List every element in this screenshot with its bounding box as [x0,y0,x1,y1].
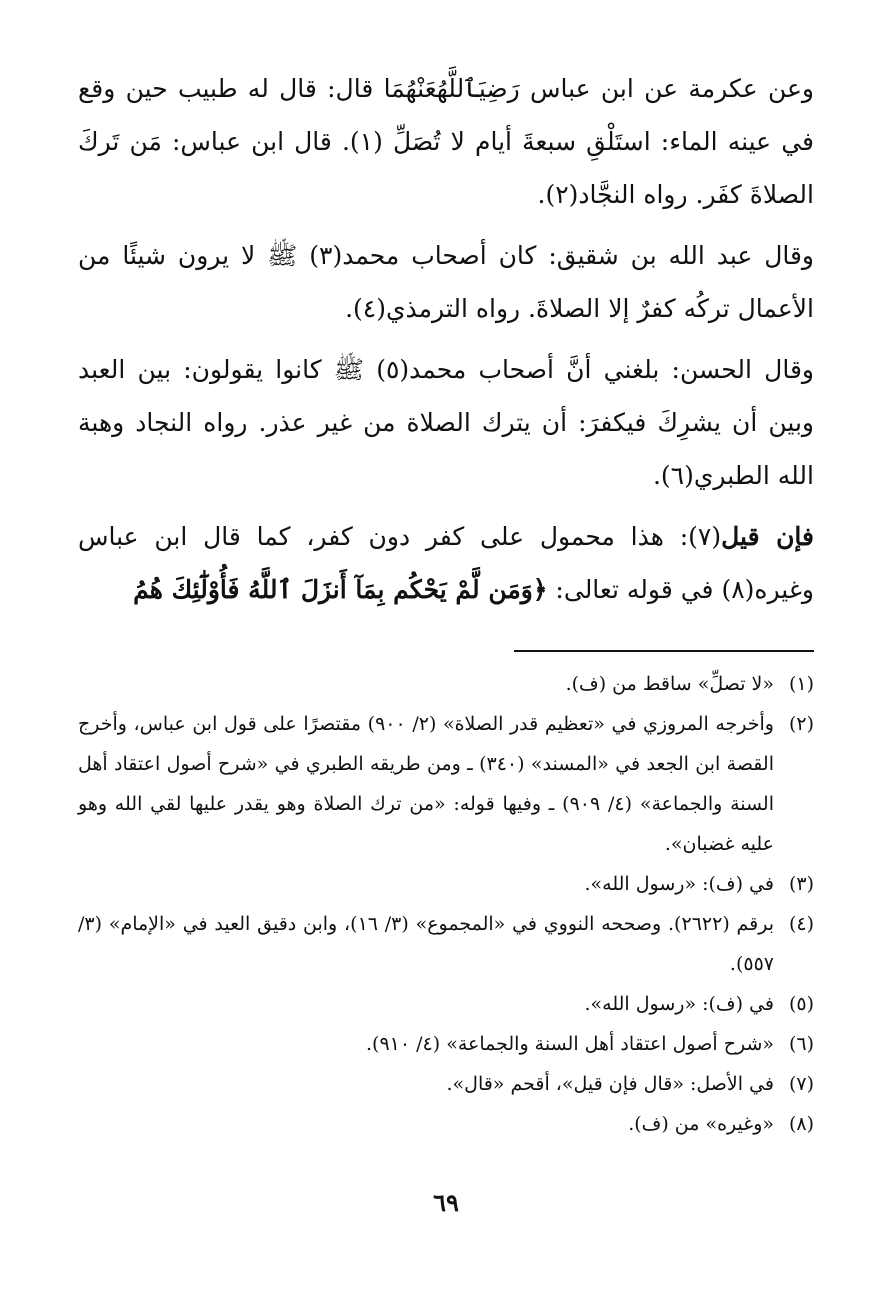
footnote-text: وأخرجه المروزي في «تعظيم قدر الصلاة» (٢/ ٩٠٠) مقتصرًا على قول ابن عباس، وأخرج القصة ابن الجعد في «المسند» (٣٤٠) ـ ومن طريقه الطبري في «شرح أصول اعتقاد أهل السنة والجماعة» (٤/ ٩٠٩) ـ وفيها قوله: «من ترك الصلاة وهو يقدر عليها لقي الله وهو عليه غضبان». [78,713,775,855]
footnote-text: في (ف): «رسول الله». [584,993,774,1015]
paragraph-text: وعن عكرمة عن ابن عباس رَضِيَٱللَّهُعَنْهُمَا قال: قال له طبيب حين وقع في عينه الماء: استَلْقِ سبعةَ أيام لا تُصَلِّ (١). قال ابن عباس: مَن تَركَ الصلاةَ كفَر. رواه النجَّاد(٢). [78,74,814,209]
footnote-text: «شرح أصول اعتقاد أهل السنة والجماعة» (٤/ ٩١٠). [366,1033,774,1055]
paragraph-text: (٧): هذا محمول على كفر دون كفر، كما قال ابن عباس وغيره(٨) في قوله تعالى: [78,522,814,604]
footnote-5 [78,984,814,1024]
footnote-number: (٦) [788,1033,814,1055]
paragraph-text: وقال الحسن: بلغني أنَّ أصحاب محمد(٥) ﷺ كانوا يقولون: بين العبد وبين أن يشرِكَ فيكفرَ: أن يترك الصلاة من غير عذر. رواه النجاد وهبة الله الطبري(٦). [78,355,814,490]
footnote-number: (٤) [788,913,814,935]
footnote-3 [78,864,814,904]
paragraph-al-hasan [78,343,814,502]
footnote-number: (٢) [788,713,814,735]
footnote-7 [78,1064,814,1104]
footnote-text: «لا تصلِّ» ساقط من (ف). [565,673,774,695]
footnote-6 [78,1024,814,1064]
footnote-text: برقم (٢٦٢٢). وصححه النووي في «المجموع» (٣/ ١٦)، وابن دقيق العيد في «الإمام» (٣/ ٥٥٧). [78,913,775,975]
footnote-2 [78,704,814,864]
footnote-text: في (ف): «رسول الله». [584,873,774,895]
footnote-number: (٧) [788,1073,814,1095]
footnote-number: (١) [788,673,814,695]
paragraph-text: وقال عبد الله بن شقيق: كان أصحاب محمد(٣) ﷺ لا يرون شيئًا من الأعمال تركُه كفرٌ إلا الصلاةَ. رواه الترمذي(٤). [78,241,814,323]
footnote-number: (٥) [788,993,814,1015]
paragraph-ikrimah [78,62,814,221]
footnote-number: (٣) [788,873,814,895]
footnote-text: «وغيره» من (ف). [628,1113,774,1135]
main-text [78,62,814,616]
paragraph-lead: فإن قيل [721,522,815,551]
page-number: ٦٩ [433,1188,459,1217]
footnote-divider [514,650,814,652]
footnote-number: (٨) [788,1113,814,1135]
footnote-8 [78,1104,814,1144]
footnote-1 [78,664,814,704]
footnote-4 [78,904,814,984]
paragraph-abdullah-bin-shaqiq [78,229,814,335]
quran-verse: ﴿وَمَن لَّمْ يَحْكُم بِمَآ أَنزَلَ ٱللَّهُ فَأُوْلَٰٓئِكَ هُمُ [133,575,548,604]
footnote-text: في الأصل: «قال فإن قيل»، أقحم «قال». [446,1073,774,1095]
footnotes [78,664,814,1144]
paragraph-objection [78,510,814,616]
